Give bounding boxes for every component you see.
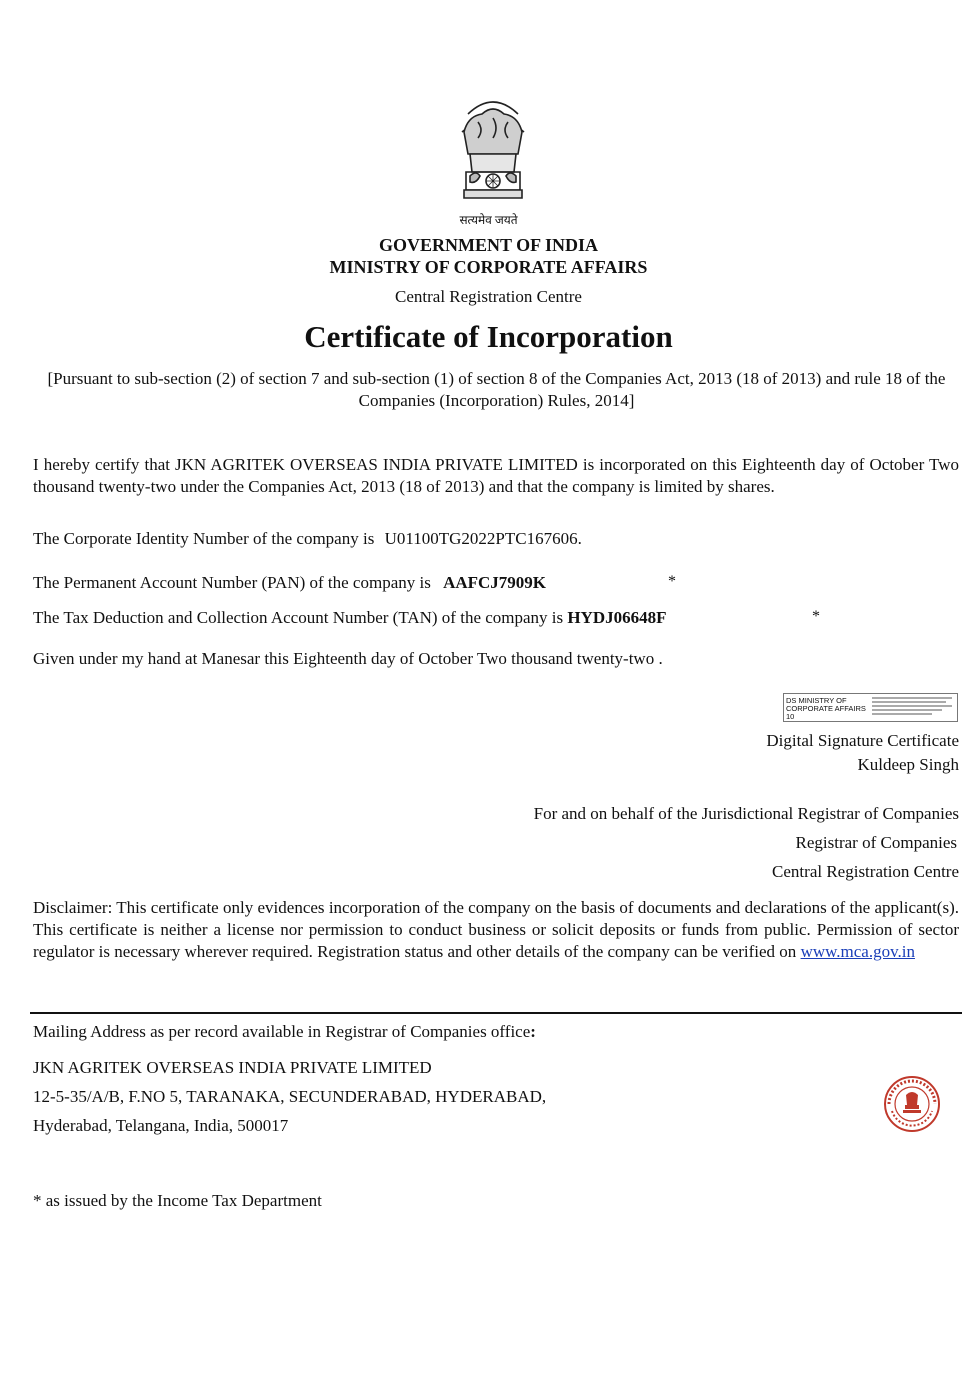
digital-signature-stamp — [783, 693, 958, 722]
pan-label: The Permanent Account Number (PAN) of the company is — [33, 573, 431, 592]
pursuant-clause: [Pursuant to sub-section (2) of section 7 and sub-section (1) of section 8 of the Companies Act, 2013 (18 of 2013) and rule 18 of the Companies (Incorporation) Rules, 2014] — [47, 369, 946, 410]
registrar-line: Registrar of Companies — [795, 833, 957, 852]
disclaimer-text: Disclaimer: This certificate only evidences incorporation of the company on the basis of documents and declarations of the applicant(s). This certificate is neither a license nor permission to conduct business or solicit deposits or funds from public. Permission of sector regulator is necessary wherever required. Registration status and other details of the company can be verified on — [33, 898, 959, 961]
mca-website-link[interactable]: www.mca.gov.in — [800, 942, 915, 961]
ministry-heading: MINISTRY OF CORPORATE AFFAIRS — [329, 257, 648, 277]
pan-asterisk: * — [668, 573, 676, 590]
certificate-title: Certificate of Incorporation — [304, 319, 673, 354]
behalf-line: For and on behalf of the Jurisdictional Registrar of Companies — [533, 804, 959, 823]
footnote: * as issued by the Income Tax Department — [33, 1191, 322, 1210]
registrar-centre-line: Central Registration Centre — [772, 862, 959, 881]
mailing-heading — [33, 1022, 536, 1042]
stamp-text: DS MINISTRY OF CORPORATE AFFAIRS 10 — [786, 696, 866, 721]
disclaimer-paragraph — [33, 897, 959, 963]
registrar-seal-icon — [883, 1075, 941, 1133]
mailing-address-line2: Hyderabad, Telangana, India, 500017 — [33, 1116, 289, 1135]
signatory-name: Kuldeep Singh — [857, 755, 959, 774]
tan-line — [33, 608, 667, 628]
mailing-address-line1: 12-5-35/A/B, F.NO 5, TARANAKA, SECUNDERABAD, HYDERABAD, — [33, 1087, 547, 1106]
given-line: Given under my hand at Manesar this Eighteenth day of October Two thousand twenty-two . — [33, 649, 663, 668]
tan-value: HYDJ06648F — [567, 608, 667, 627]
mailing-label: Mailing Address as per record available in Registrar of Companies office — [33, 1022, 531, 1041]
pan-value: AAFCJ7909K — [443, 573, 547, 592]
signature-details-graphic — [872, 696, 954, 718]
tan-asterisk: * — [812, 608, 820, 625]
section-divider — [30, 1012, 962, 1014]
cin-line — [33, 529, 582, 549]
pan-line — [33, 573, 546, 593]
tan-label: The Tax Deduction and Collection Account Number (TAN) of the company is — [33, 608, 564, 627]
national-emblem-icon — [448, 92, 538, 224]
cin-value: U01100TG2022PTC167606. — [384, 529, 582, 548]
cin-label: The Corporate Identity Number of the company is — [33, 529, 375, 548]
government-heading: GOVERNMENT OF INDIA — [378, 235, 598, 255]
mailing-colon: : — [530, 1022, 536, 1041]
dsc-label: Digital Signature Certificate — [766, 731, 959, 750]
certification-paragraph: I hereby certify that JKN AGRITEK OVERSEAS INDIA PRIVATE LIMITED is incorporated on this Eighteenth day of October Two thousand twenty-two under the Companies Act, 2013 (18 of 2013) and that the company is limited by shares. — [33, 455, 959, 496]
mailing-company: JKN AGRITEK OVERSEAS INDIA PRIVATE LIMITED — [33, 1058, 432, 1077]
emblem-motto: सत्यमेव जयते — [459, 213, 518, 227]
centre-heading: Central Registration Centre — [395, 287, 582, 306]
